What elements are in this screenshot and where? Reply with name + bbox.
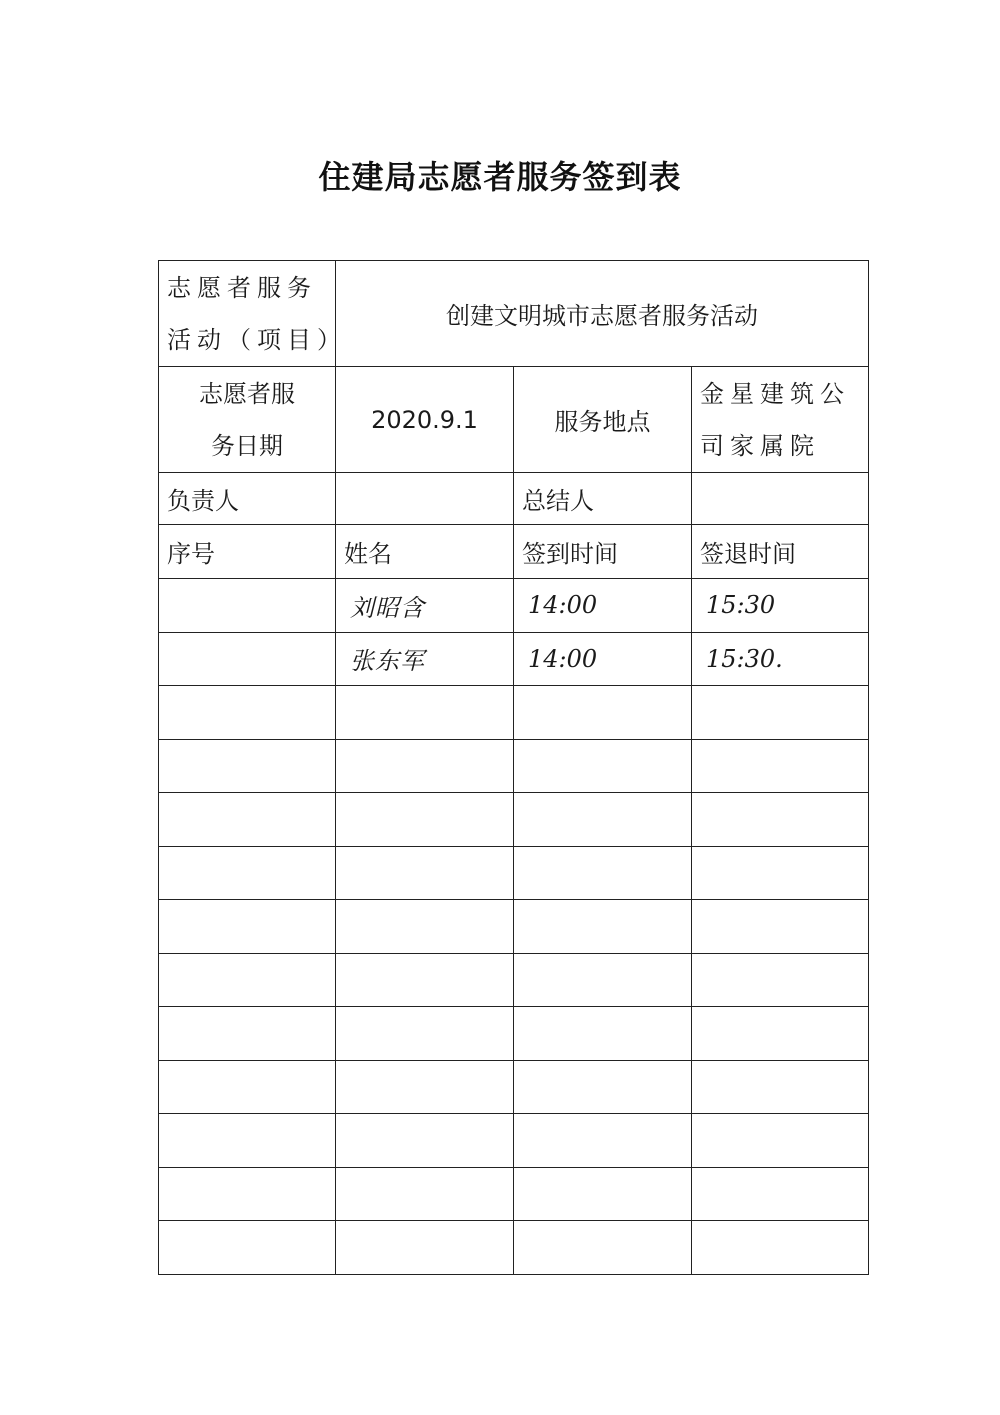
row-checkout-cell[interactable] <box>692 846 869 900</box>
row-checkout-cell[interactable] <box>692 1007 869 1061</box>
activity-value: 创建文明城市志愿者服务活动 <box>336 261 869 367</box>
row-no-cell[interactable] <box>159 793 336 847</box>
row-no-cell[interactable] <box>159 632 336 686</box>
activity-label: 志愿者服务活动（项目） <box>159 261 336 367</box>
row-name-cell[interactable] <box>336 686 514 740</box>
row-checkin-cell[interactable] <box>514 953 692 1007</box>
row-checkout-cell[interactable] <box>692 953 869 1007</box>
row-checkin-cell[interactable] <box>514 739 692 793</box>
row-no-cell[interactable] <box>159 1167 336 1221</box>
row-no-cell[interactable] <box>159 686 336 740</box>
row-name-cell[interactable]: 张东军 <box>336 632 514 686</box>
row-name-cell[interactable] <box>336 739 514 793</box>
row-checkin-cell[interactable] <box>514 793 692 847</box>
row-checkin-cell[interactable] <box>514 1167 692 1221</box>
row-no-cell[interactable] <box>159 1221 336 1275</box>
row-name-cell[interactable] <box>336 1060 514 1114</box>
row-checkin-cell[interactable] <box>514 1221 692 1275</box>
page-title: 住建局志愿者服务签到表 <box>318 158 682 196</box>
col-header-no: 序号 <box>159 525 336 579</box>
date-label: 志愿者服务日期 <box>159 367 336 473</box>
row-checkin-cell[interactable] <box>514 846 692 900</box>
row-no-cell[interactable] <box>159 1007 336 1061</box>
col-header-name: 姓名 <box>336 525 514 579</box>
row-checkout-cell[interactable]: 15:30. <box>692 632 869 686</box>
table-row <box>159 686 869 740</box>
row-checkin-cell[interactable]: 14:00 <box>514 632 692 686</box>
table-row <box>159 579 869 633</box>
row-name-cell[interactable] <box>336 1167 514 1221</box>
activity-row <box>159 261 869 367</box>
row-name-cell[interactable] <box>336 900 514 954</box>
col-header-checkout: 签退时间 <box>692 525 869 579</box>
row-no-cell[interactable] <box>159 846 336 900</box>
col-header-checkin: 签到时间 <box>514 525 692 579</box>
row-checkout-cell[interactable] <box>692 1114 869 1168</box>
table-row <box>159 739 869 793</box>
row-name-cell[interactable]: 刘昭含 <box>336 579 514 633</box>
row-checkout-cell[interactable] <box>692 900 869 954</box>
table-row <box>159 1060 869 1114</box>
leader-label: 负责人 <box>159 473 336 525</box>
row-checkin-cell[interactable]: 14:00 <box>514 579 692 633</box>
row-no-cell[interactable] <box>159 739 336 793</box>
summarizer-label: 总结人 <box>514 473 692 525</box>
row-name-cell[interactable] <box>336 953 514 1007</box>
row-checkin-cell[interactable] <box>514 686 692 740</box>
row-checkin-cell[interactable] <box>514 900 692 954</box>
row-name-cell[interactable] <box>336 793 514 847</box>
table-row <box>159 1007 869 1061</box>
location-label: 服务地点 <box>514 367 692 473</box>
row-checkout-cell[interactable]: 15:30 <box>692 579 869 633</box>
row-name-cell[interactable] <box>336 846 514 900</box>
row-checkout-cell[interactable] <box>692 1167 869 1221</box>
column-header-row <box>159 525 869 579</box>
table-row <box>159 632 869 686</box>
signin-table <box>158 260 869 1275</box>
row-no-cell[interactable] <box>159 1114 336 1168</box>
row-no-cell[interactable] <box>159 953 336 1007</box>
table-row <box>159 1167 869 1221</box>
row-checkin-cell[interactable] <box>514 1114 692 1168</box>
row-no-cell[interactable] <box>159 1060 336 1114</box>
table-row <box>159 900 869 954</box>
summarizer-value[interactable] <box>692 473 869 525</box>
row-name-cell[interactable] <box>336 1114 514 1168</box>
row-checkout-cell[interactable] <box>692 1221 869 1275</box>
date-value: 2020.9.1 <box>336 367 514 473</box>
table-row <box>159 1114 869 1168</box>
row-no-cell[interactable] <box>159 900 336 954</box>
table-row <box>159 793 869 847</box>
row-checkout-cell[interactable] <box>692 1060 869 1114</box>
table-row <box>159 1221 869 1275</box>
row-checkout-cell[interactable] <box>692 739 869 793</box>
row-name-cell[interactable] <box>336 1007 514 1061</box>
row-checkout-cell[interactable] <box>692 686 869 740</box>
date-row <box>159 367 869 473</box>
location-value: 金星建筑公司家属院 <box>692 367 869 473</box>
row-no-cell[interactable] <box>159 579 336 633</box>
row-checkout-cell[interactable] <box>692 793 869 847</box>
row-checkin-cell[interactable] <box>514 1007 692 1061</box>
people-row <box>159 473 869 525</box>
row-checkin-cell[interactable] <box>514 1060 692 1114</box>
table-row <box>159 953 869 1007</box>
table-row <box>159 846 869 900</box>
row-name-cell[interactable] <box>336 1221 514 1275</box>
leader-value[interactable] <box>336 473 514 525</box>
